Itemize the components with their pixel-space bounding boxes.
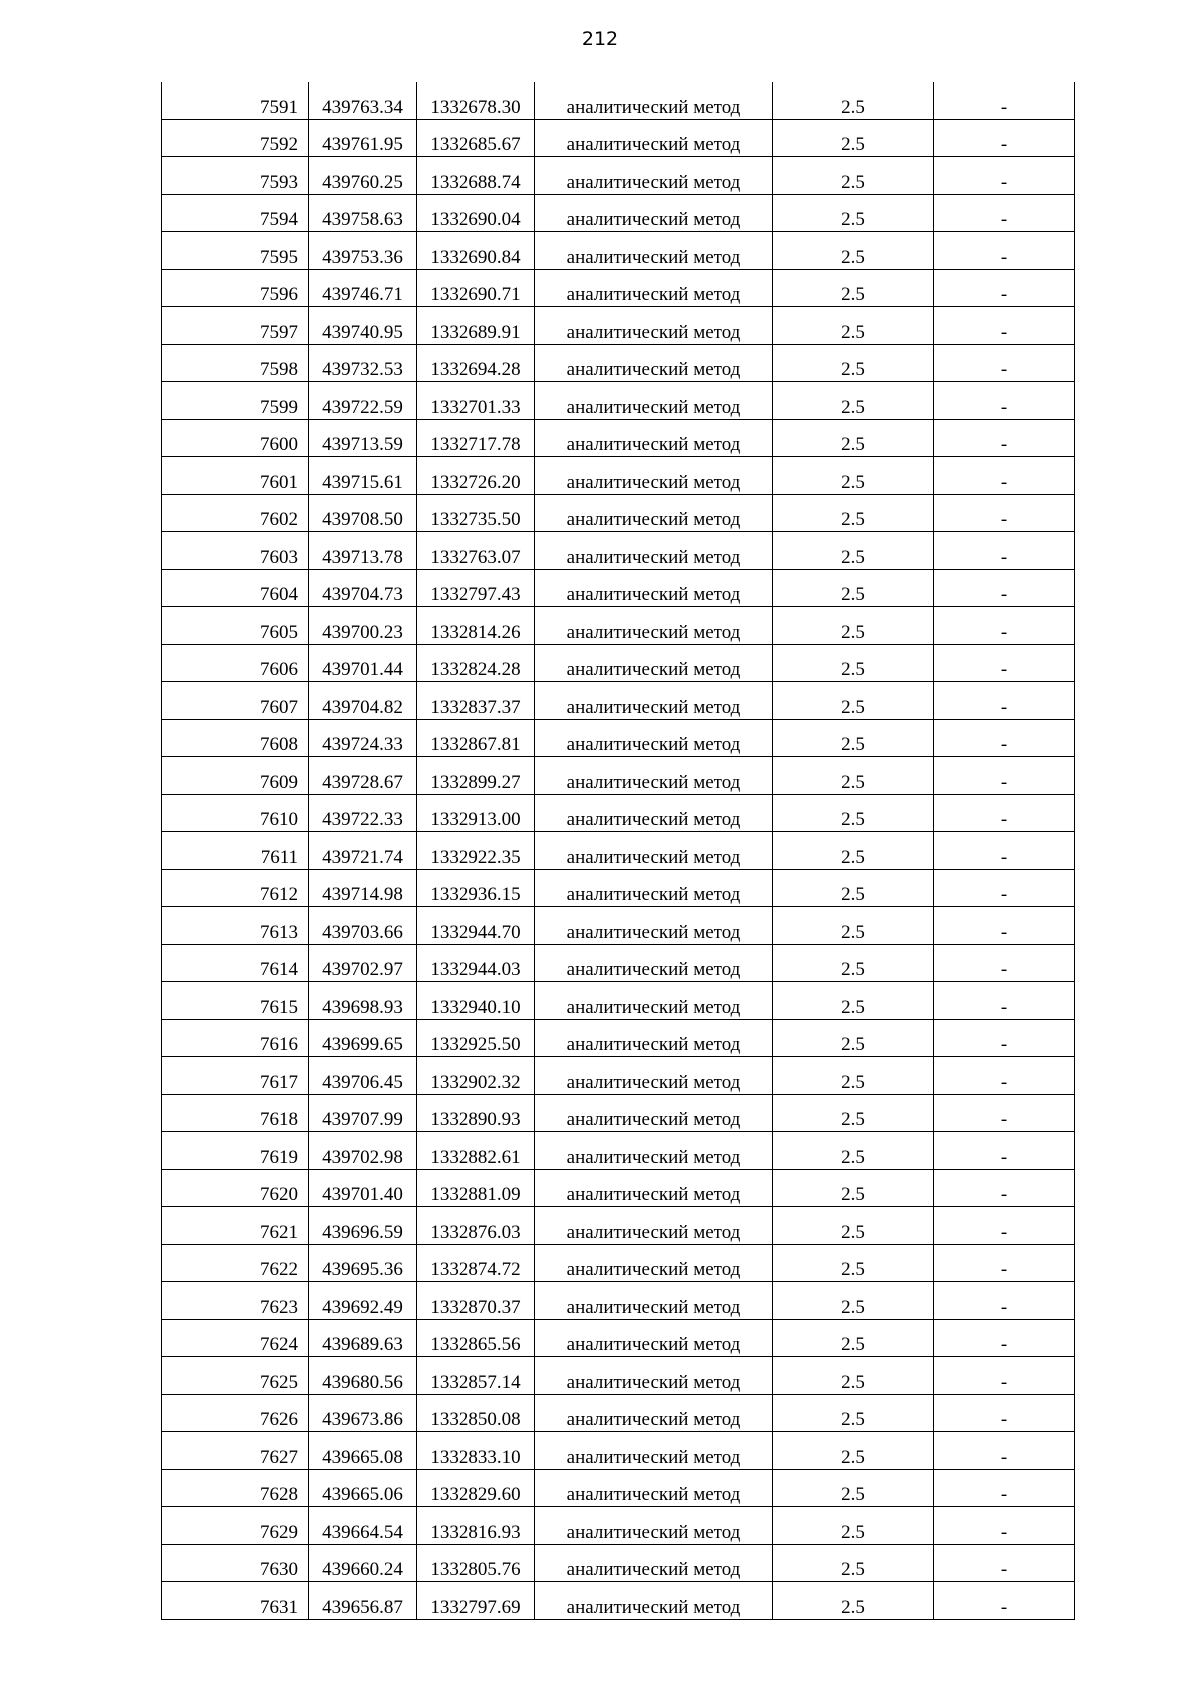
point-number-cell: 7593	[162, 157, 309, 195]
note-cell: -	[934, 1319, 1075, 1357]
y-coordinate-cell: 1332865.56	[417, 1319, 535, 1357]
y-coordinate-cell: 1332763.07	[417, 532, 535, 570]
note-cell: -	[934, 1019, 1075, 1057]
point-number-cell: 7621	[162, 1207, 309, 1245]
note-cell: -	[934, 457, 1075, 495]
x-coordinate-cell: 439740.95	[309, 307, 417, 345]
table-row	[162, 1244, 1075, 1282]
accuracy-cell: 2.5	[773, 1169, 934, 1207]
accuracy-cell: 2.5	[773, 1094, 934, 1132]
method-cell: аналитический метод	[535, 307, 773, 345]
note-cell: -	[934, 157, 1075, 195]
accuracy-cell: 2.5	[773, 1132, 934, 1170]
table-row	[162, 307, 1075, 345]
x-coordinate-cell: 439664.54	[309, 1507, 417, 1545]
accuracy-cell: 2.5	[773, 382, 934, 420]
accuracy-cell: 2.5	[773, 1469, 934, 1507]
point-number-cell: 7602	[162, 494, 309, 532]
method-cell: аналитический метод	[535, 944, 773, 982]
y-coordinate-cell: 1332902.32	[417, 1057, 535, 1095]
y-coordinate-cell: 1332922.35	[417, 832, 535, 870]
note-cell: -	[934, 569, 1075, 607]
y-coordinate-cell: 1332689.91	[417, 307, 535, 345]
y-coordinate-cell: 1332870.37	[417, 1282, 535, 1320]
table-row	[162, 1469, 1075, 1507]
point-number-cell: 7626	[162, 1394, 309, 1432]
x-coordinate-cell: 439698.93	[309, 982, 417, 1020]
table-row	[162, 1282, 1075, 1320]
method-cell: аналитический метод	[535, 1357, 773, 1395]
method-cell: аналитический метод	[535, 569, 773, 607]
x-coordinate-cell: 439760.25	[309, 157, 417, 195]
method-cell: аналитический метод	[535, 1094, 773, 1132]
accuracy-cell: 2.5	[773, 1582, 934, 1620]
y-coordinate-cell: 1332690.71	[417, 269, 535, 307]
note-cell: -	[934, 532, 1075, 570]
method-cell: аналитический метод	[535, 157, 773, 195]
x-coordinate-cell: 439696.59	[309, 1207, 417, 1245]
note-cell: -	[934, 644, 1075, 682]
accuracy-cell: 2.5	[773, 269, 934, 307]
accuracy-cell: 2.5	[773, 832, 934, 870]
table-row	[162, 682, 1075, 720]
table-row	[162, 794, 1075, 832]
table-row	[162, 1582, 1075, 1620]
point-number-cell: 7594	[162, 194, 309, 232]
table-row	[162, 832, 1075, 870]
method-cell: аналитический метод	[535, 1244, 773, 1282]
x-coordinate-cell: 439706.45	[309, 1057, 417, 1095]
accuracy-cell: 2.5	[773, 607, 934, 645]
accuracy-cell: 2.5	[773, 419, 934, 457]
method-cell: аналитический метод	[535, 1132, 773, 1170]
y-coordinate-cell: 1332833.10	[417, 1432, 535, 1470]
point-number-cell: 7599	[162, 382, 309, 420]
point-number-cell: 7617	[162, 1057, 309, 1095]
x-coordinate-cell: 439722.33	[309, 794, 417, 832]
x-coordinate-cell: 439728.67	[309, 757, 417, 795]
accuracy-cell: 2.5	[773, 1282, 934, 1320]
note-cell: -	[934, 344, 1075, 382]
table-row	[162, 232, 1075, 270]
x-coordinate-cell: 439695.36	[309, 1244, 417, 1282]
point-number-cell: 7623	[162, 1282, 309, 1320]
y-coordinate-cell: 1332944.03	[417, 944, 535, 982]
point-number-cell: 7601	[162, 457, 309, 495]
x-coordinate-cell: 439713.59	[309, 419, 417, 457]
table-row	[162, 82, 1075, 119]
y-coordinate-cell: 1332940.10	[417, 982, 535, 1020]
method-cell: аналитический метод	[535, 1057, 773, 1095]
method-cell: аналитический метод	[535, 494, 773, 532]
point-number-cell: 7612	[162, 869, 309, 907]
method-cell: аналитический метод	[535, 382, 773, 420]
y-coordinate-cell: 1332726.20	[417, 457, 535, 495]
x-coordinate-cell: 439700.23	[309, 607, 417, 645]
note-cell: -	[934, 682, 1075, 720]
x-coordinate-cell: 439758.63	[309, 194, 417, 232]
y-coordinate-cell: 1332816.93	[417, 1507, 535, 1545]
table-row	[162, 457, 1075, 495]
accuracy-cell: 2.5	[773, 794, 934, 832]
accuracy-cell: 2.5	[773, 719, 934, 757]
x-coordinate-cell: 439724.33	[309, 719, 417, 757]
note-cell: -	[934, 1094, 1075, 1132]
method-cell: аналитический метод	[535, 1169, 773, 1207]
method-cell: аналитический метод	[535, 607, 773, 645]
accuracy-cell: 2.5	[773, 194, 934, 232]
table-row	[162, 607, 1075, 645]
accuracy-cell: 2.5	[773, 494, 934, 532]
table-row	[162, 1094, 1075, 1132]
method-cell: аналитический метод	[535, 757, 773, 795]
accuracy-cell: 2.5	[773, 982, 934, 1020]
accuracy-cell: 2.5	[773, 82, 934, 119]
y-coordinate-cell: 1332824.28	[417, 644, 535, 682]
point-number-cell: 7616	[162, 1019, 309, 1057]
table-row	[162, 1319, 1075, 1357]
point-number-cell: 7609	[162, 757, 309, 795]
note-cell: -	[934, 419, 1075, 457]
y-coordinate-cell: 1332797.43	[417, 569, 535, 607]
method-cell: аналитический метод	[535, 194, 773, 232]
point-number-cell: 7630	[162, 1544, 309, 1582]
point-number-cell: 7597	[162, 307, 309, 345]
y-coordinate-cell: 1332814.26	[417, 607, 535, 645]
method-cell: аналитический метод	[535, 1544, 773, 1582]
note-cell: -	[934, 607, 1075, 645]
point-number-cell: 7591	[162, 82, 309, 119]
note-cell: -	[934, 494, 1075, 532]
y-coordinate-cell: 1332805.76	[417, 1544, 535, 1582]
table-row	[162, 907, 1075, 945]
y-coordinate-cell: 1332685.67	[417, 119, 535, 157]
x-coordinate-cell: 439665.06	[309, 1469, 417, 1507]
point-number-cell: 7596	[162, 269, 309, 307]
table-row	[162, 757, 1075, 795]
accuracy-cell: 2.5	[773, 1057, 934, 1095]
y-coordinate-cell: 1332876.03	[417, 1207, 535, 1245]
method-cell: аналитический метод	[535, 1394, 773, 1432]
table-row	[162, 1057, 1075, 1095]
y-coordinate-cell: 1332881.09	[417, 1169, 535, 1207]
accuracy-cell: 2.5	[773, 1507, 934, 1545]
y-coordinate-cell: 1332690.84	[417, 232, 535, 270]
table-row	[162, 1394, 1075, 1432]
note-cell: -	[934, 1057, 1075, 1095]
y-coordinate-cell: 1332837.37	[417, 682, 535, 720]
point-number-cell: 7603	[162, 532, 309, 570]
accuracy-cell: 2.5	[773, 232, 934, 270]
accuracy-cell: 2.5	[773, 532, 934, 570]
accuracy-cell: 2.5	[773, 1244, 934, 1282]
x-coordinate-cell: 439732.53	[309, 344, 417, 382]
method-cell: аналитический метод	[535, 644, 773, 682]
note-cell: -	[934, 307, 1075, 345]
table-row	[162, 1507, 1075, 1545]
method-cell: аналитический метод	[535, 232, 773, 270]
accuracy-cell: 2.5	[773, 119, 934, 157]
point-number-cell: 7628	[162, 1469, 309, 1507]
x-coordinate-cell: 439689.63	[309, 1319, 417, 1357]
method-cell: аналитический метод	[535, 82, 773, 119]
table-row	[162, 1432, 1075, 1470]
y-coordinate-cell: 1332925.50	[417, 1019, 535, 1057]
accuracy-cell: 2.5	[773, 1432, 934, 1470]
note-cell: -	[934, 269, 1075, 307]
note-cell: -	[934, 1469, 1075, 1507]
method-cell: аналитический метод	[535, 119, 773, 157]
accuracy-cell: 2.5	[773, 907, 934, 945]
table-row	[162, 532, 1075, 570]
note-cell: -	[934, 1244, 1075, 1282]
y-coordinate-cell: 1332850.08	[417, 1394, 535, 1432]
y-coordinate-cell: 1332944.70	[417, 907, 535, 945]
point-number-cell: 7614	[162, 944, 309, 982]
note-cell: -	[934, 1507, 1075, 1545]
x-coordinate-cell: 439699.65	[309, 1019, 417, 1057]
x-coordinate-cell: 439680.56	[309, 1357, 417, 1395]
method-cell: аналитический метод	[535, 794, 773, 832]
table-row	[162, 494, 1075, 532]
accuracy-cell: 2.5	[773, 869, 934, 907]
accuracy-cell: 2.5	[773, 307, 934, 345]
x-coordinate-cell: 439714.98	[309, 869, 417, 907]
table-row	[162, 194, 1075, 232]
y-coordinate-cell: 1332688.74	[417, 157, 535, 195]
accuracy-cell: 2.5	[773, 1394, 934, 1432]
table-row	[162, 344, 1075, 382]
x-coordinate-cell: 439704.82	[309, 682, 417, 720]
y-coordinate-cell: 1332890.93	[417, 1094, 535, 1132]
x-coordinate-cell: 439708.50	[309, 494, 417, 532]
note-cell: -	[934, 1357, 1075, 1395]
table-row	[162, 1544, 1075, 1582]
method-cell: аналитический метод	[535, 907, 773, 945]
y-coordinate-cell: 1332867.81	[417, 719, 535, 757]
y-coordinate-cell: 1332899.27	[417, 757, 535, 795]
point-number-cell: 7610	[162, 794, 309, 832]
note-cell: -	[934, 1132, 1075, 1170]
accuracy-cell: 2.5	[773, 1019, 934, 1057]
note-cell: -	[934, 119, 1075, 157]
method-cell: аналитический метод	[535, 1282, 773, 1320]
y-coordinate-cell: 1332717.78	[417, 419, 535, 457]
x-coordinate-cell: 439746.71	[309, 269, 417, 307]
table-row	[162, 982, 1075, 1020]
note-cell: -	[934, 1282, 1075, 1320]
method-cell: аналитический метод	[535, 1019, 773, 1057]
note-cell: -	[934, 382, 1075, 420]
point-number-cell: 7619	[162, 1132, 309, 1170]
x-coordinate-cell: 439673.86	[309, 1394, 417, 1432]
coordinates-table-container	[161, 82, 1075, 1620]
method-cell: аналитический метод	[535, 1469, 773, 1507]
x-coordinate-cell: 439660.24	[309, 1544, 417, 1582]
point-number-cell: 7600	[162, 419, 309, 457]
x-coordinate-cell: 439692.49	[309, 1282, 417, 1320]
point-number-cell: 7611	[162, 832, 309, 870]
table-row	[162, 419, 1075, 457]
table-row	[162, 382, 1075, 420]
point-number-cell: 7604	[162, 569, 309, 607]
note-cell: -	[934, 82, 1075, 119]
method-cell: аналитический метод	[535, 982, 773, 1020]
x-coordinate-cell: 439665.08	[309, 1432, 417, 1470]
x-coordinate-cell: 439715.61	[309, 457, 417, 495]
coordinates-table	[161, 82, 1075, 1620]
y-coordinate-cell: 1332678.30	[417, 82, 535, 119]
x-coordinate-cell: 439703.66	[309, 907, 417, 945]
note-cell: -	[934, 194, 1075, 232]
method-cell: аналитический метод	[535, 1582, 773, 1620]
point-number-cell: 7620	[162, 1169, 309, 1207]
x-coordinate-cell: 439763.34	[309, 82, 417, 119]
note-cell: -	[934, 907, 1075, 945]
point-number-cell: 7624	[162, 1319, 309, 1357]
method-cell: аналитический метод	[535, 1319, 773, 1357]
note-cell: -	[934, 982, 1075, 1020]
point-number-cell: 7605	[162, 607, 309, 645]
table-row	[162, 1019, 1075, 1057]
y-coordinate-cell: 1332936.15	[417, 869, 535, 907]
method-cell: аналитический метод	[535, 869, 773, 907]
y-coordinate-cell: 1332797.69	[417, 1582, 535, 1620]
accuracy-cell: 2.5	[773, 1207, 934, 1245]
method-cell: аналитический метод	[535, 1207, 773, 1245]
method-cell: аналитический метод	[535, 832, 773, 870]
note-cell: -	[934, 757, 1075, 795]
accuracy-cell: 2.5	[773, 757, 934, 795]
accuracy-cell: 2.5	[773, 1544, 934, 1582]
y-coordinate-cell: 1332701.33	[417, 382, 535, 420]
x-coordinate-cell: 439761.95	[309, 119, 417, 157]
note-cell: -	[934, 869, 1075, 907]
point-number-cell: 7592	[162, 119, 309, 157]
accuracy-cell: 2.5	[773, 944, 934, 982]
accuracy-cell: 2.5	[773, 682, 934, 720]
x-coordinate-cell: 439656.87	[309, 1582, 417, 1620]
table-row	[162, 719, 1075, 757]
point-number-cell: 7598	[162, 344, 309, 382]
table-row	[162, 1132, 1075, 1170]
x-coordinate-cell: 439707.99	[309, 1094, 417, 1132]
method-cell: аналитический метод	[535, 419, 773, 457]
method-cell: аналитический метод	[535, 269, 773, 307]
x-coordinate-cell: 439704.73	[309, 569, 417, 607]
note-cell: -	[934, 794, 1075, 832]
point-number-cell: 7627	[162, 1432, 309, 1470]
point-number-cell: 7595	[162, 232, 309, 270]
y-coordinate-cell: 1332882.61	[417, 1132, 535, 1170]
note-cell: -	[934, 832, 1075, 870]
accuracy-cell: 2.5	[773, 569, 934, 607]
method-cell: аналитический метод	[535, 682, 773, 720]
table-row	[162, 569, 1075, 607]
point-number-cell: 7622	[162, 1244, 309, 1282]
y-coordinate-cell: 1332694.28	[417, 344, 535, 382]
accuracy-cell: 2.5	[773, 1357, 934, 1395]
accuracy-cell: 2.5	[773, 644, 934, 682]
table-row	[162, 269, 1075, 307]
note-cell: -	[934, 1432, 1075, 1470]
table-body	[162, 82, 1075, 1619]
y-coordinate-cell: 1332690.04	[417, 194, 535, 232]
note-cell: -	[934, 1394, 1075, 1432]
table-row	[162, 869, 1075, 907]
point-number-cell: 7631	[162, 1582, 309, 1620]
x-coordinate-cell: 439702.98	[309, 1132, 417, 1170]
method-cell: аналитический метод	[535, 457, 773, 495]
note-cell: -	[934, 719, 1075, 757]
method-cell: аналитический метод	[535, 1432, 773, 1470]
note-cell: -	[934, 1582, 1075, 1620]
point-number-cell: 7606	[162, 644, 309, 682]
accuracy-cell: 2.5	[773, 457, 934, 495]
x-coordinate-cell: 439701.44	[309, 644, 417, 682]
point-number-cell: 7607	[162, 682, 309, 720]
table-row	[162, 644, 1075, 682]
x-coordinate-cell: 439721.74	[309, 832, 417, 870]
method-cell: аналитический метод	[535, 344, 773, 382]
y-coordinate-cell: 1332829.60	[417, 1469, 535, 1507]
point-number-cell: 7613	[162, 907, 309, 945]
method-cell: аналитический метод	[535, 1507, 773, 1545]
x-coordinate-cell: 439701.40	[309, 1169, 417, 1207]
point-number-cell: 7618	[162, 1094, 309, 1132]
table-row	[162, 1357, 1075, 1395]
y-coordinate-cell: 1332913.00	[417, 794, 535, 832]
x-coordinate-cell: 439753.36	[309, 232, 417, 270]
x-coordinate-cell: 439722.59	[309, 382, 417, 420]
method-cell: аналитический метод	[535, 719, 773, 757]
point-number-cell: 7629	[162, 1507, 309, 1545]
table-row	[162, 944, 1075, 982]
x-coordinate-cell: 439702.97	[309, 944, 417, 982]
y-coordinate-cell: 1332874.72	[417, 1244, 535, 1282]
note-cell: -	[934, 232, 1075, 270]
table-row	[162, 1207, 1075, 1245]
note-cell: -	[934, 1169, 1075, 1207]
x-coordinate-cell: 439713.78	[309, 532, 417, 570]
note-cell: -	[934, 1207, 1075, 1245]
page-number: 212	[581, 28, 619, 50]
accuracy-cell: 2.5	[773, 344, 934, 382]
table-row	[162, 119, 1075, 157]
y-coordinate-cell: 1332857.14	[417, 1357, 535, 1395]
accuracy-cell: 2.5	[773, 157, 934, 195]
table-row	[162, 1169, 1075, 1207]
point-number-cell: 7608	[162, 719, 309, 757]
note-cell: -	[934, 944, 1075, 982]
accuracy-cell: 2.5	[773, 1319, 934, 1357]
note-cell: -	[934, 1544, 1075, 1582]
point-number-cell: 7625	[162, 1357, 309, 1395]
method-cell: аналитический метод	[535, 532, 773, 570]
point-number-cell: 7615	[162, 982, 309, 1020]
y-coordinate-cell: 1332735.50	[417, 494, 535, 532]
table-row	[162, 157, 1075, 195]
